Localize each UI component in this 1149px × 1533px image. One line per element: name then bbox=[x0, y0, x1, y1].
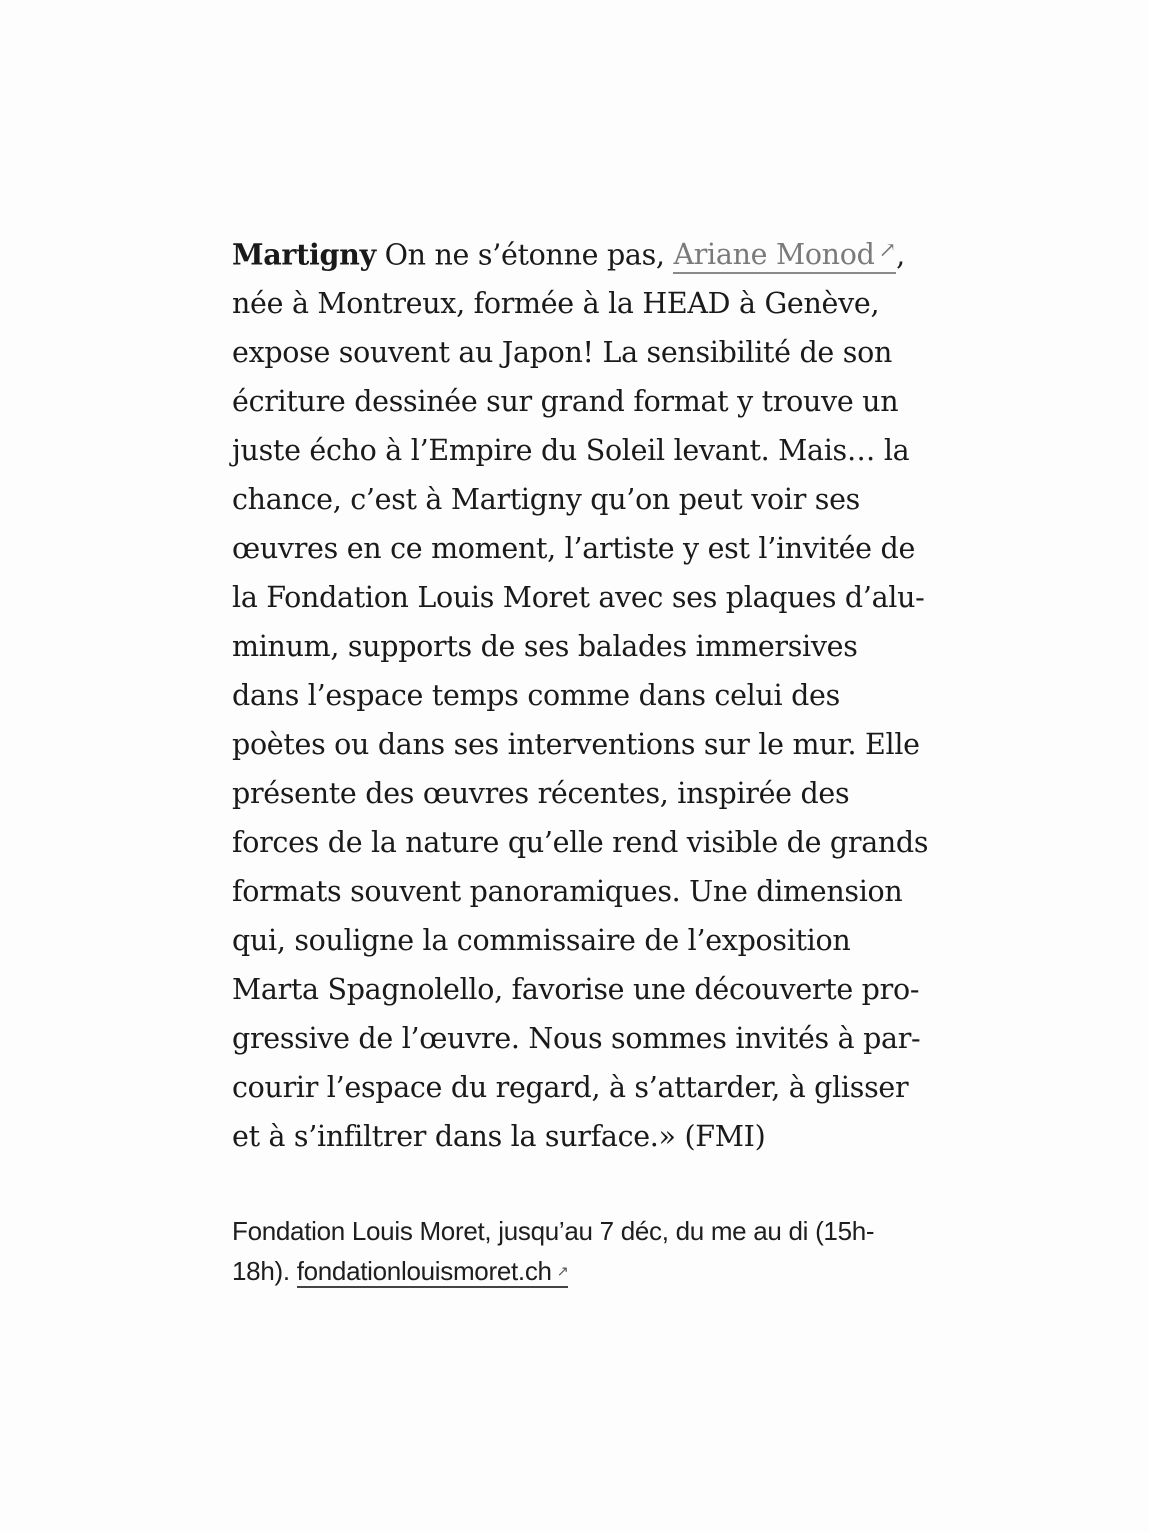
info-line bbox=[232, 1251, 972, 1292]
article-line: et à s’infiltrer dans la surface.» (FMI) bbox=[232, 1120, 766, 1154]
article-line: la Fondation Louis Moret avec ses plaques d’alu- bbox=[232, 581, 925, 615]
info-line: Fondation Louis Moret, jusqu’au 7 déc, du me au di (15h- bbox=[232, 1216, 875, 1247]
external-link-arrow-icon: ↗ bbox=[556, 1264, 569, 1281]
article-line: née à Montreux, formée à la HEAD à Genève, bbox=[232, 287, 880, 321]
article-body bbox=[232, 226, 972, 1161]
article-line: formats souvent panoramiques. Une dimension bbox=[232, 875, 903, 909]
article-line: écriture dessinée sur grand format y trouve un bbox=[232, 385, 899, 419]
hours-end: 18h). bbox=[232, 1256, 297, 1287]
article bbox=[232, 226, 972, 1292]
location-lead: Martigny bbox=[232, 237, 376, 272]
article-line: poètes ou dans ses interventions sur le mur. Elle bbox=[232, 728, 920, 762]
article-line: dans l’espace temps comme dans celui des bbox=[232, 679, 840, 713]
exhibition-info bbox=[232, 1211, 972, 1292]
article-line: œuvres en ce moment, l’artiste y est l’invitée de bbox=[232, 532, 916, 566]
article-line: minum, supports de ses balades immersives bbox=[232, 630, 858, 664]
article-line: expose souvent au Japon! La sensibilité de son bbox=[232, 336, 893, 370]
punctuation: , bbox=[896, 238, 905, 272]
article-line bbox=[232, 226, 972, 279]
article-line: présente des œuvres récentes, inspirée des bbox=[232, 777, 850, 811]
article-line: qui, souligne la commissaire de l’exposition bbox=[232, 924, 851, 958]
website-link[interactable] bbox=[297, 1256, 569, 1288]
article-line: gressive de l’œuvre. Nous sommes invités à par- bbox=[232, 1022, 921, 1056]
intro-text: On ne s’étonne pas, bbox=[375, 238, 674, 272]
external-link-arrow-icon: ↗ bbox=[878, 238, 897, 263]
website-link-label: fondationlouismoret.ch bbox=[296, 1256, 552, 1287]
article-line: forces de la nature qu’elle rend visible de grands bbox=[232, 826, 929, 860]
article-line: Marta Spagnolello, favorise une découverte pro- bbox=[232, 973, 920, 1007]
artist-link-label: Ariane Monod bbox=[673, 238, 875, 272]
article-line: juste écho à l’Empire du Soleil levant. Mais… la bbox=[232, 434, 910, 468]
article-line: courir l’espace du regard, à s’attarder, à glisser bbox=[232, 1071, 909, 1105]
article-line: chance, c’est à Martigny qu’on peut voir ses bbox=[232, 483, 860, 517]
artist-link[interactable] bbox=[673, 238, 896, 274]
